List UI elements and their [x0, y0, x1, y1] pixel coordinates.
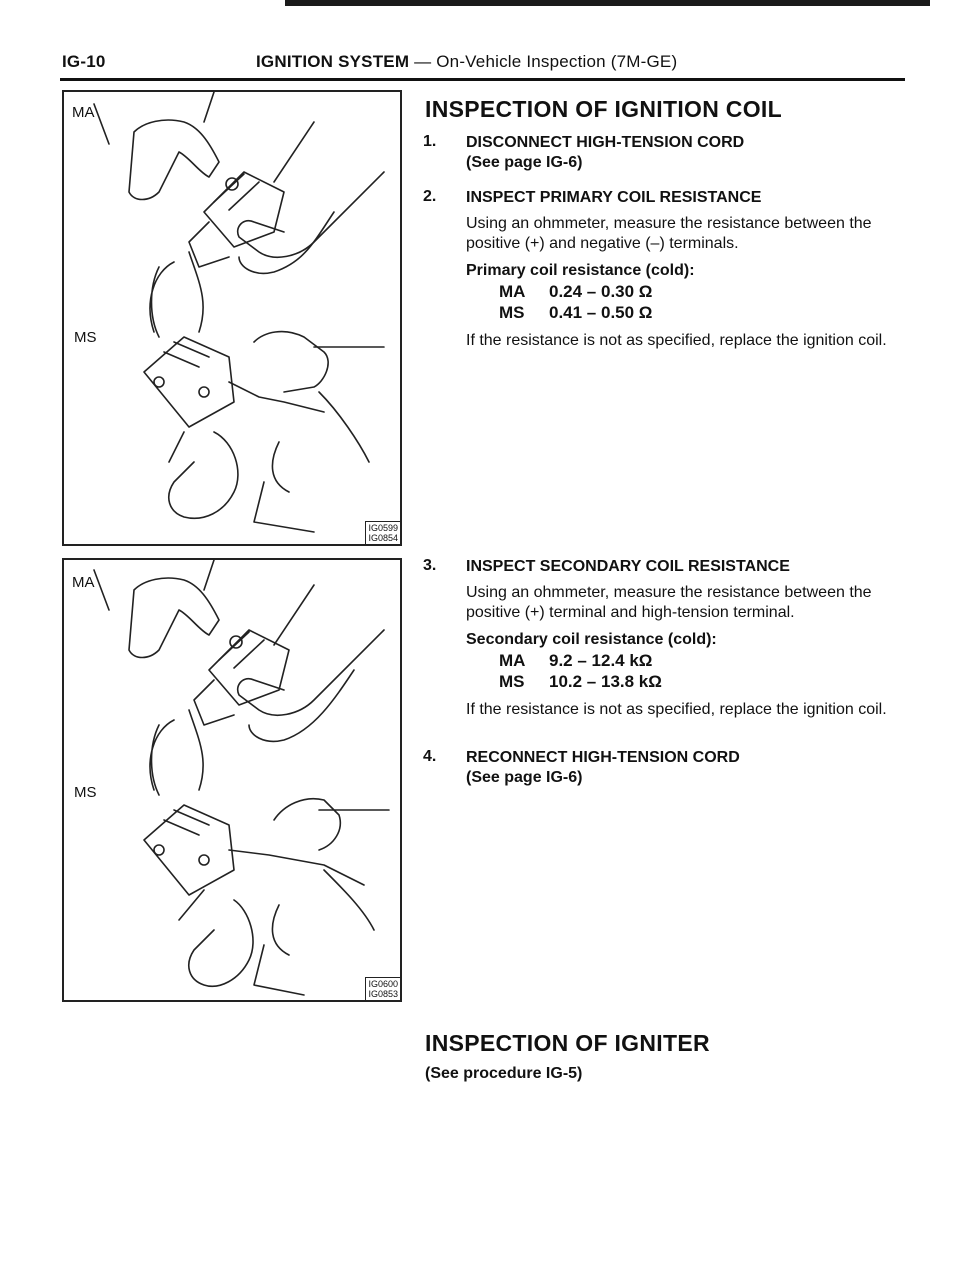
step-reference: (See page IG-6) — [466, 154, 583, 171]
heading-inspection-coil: INSPECTION OF IGNITION COIL — [425, 96, 782, 122]
spec-row-ma — [466, 650, 911, 671]
step-reference: (See page IG-6) — [466, 769, 583, 786]
step-title: INSPECT SECONDARY COIL RESISTANCE — [466, 558, 790, 575]
figure-primary-coil — [62, 90, 402, 546]
top-scan-bar — [285, 0, 930, 6]
section-title: IGNITION SYSTEM — [256, 52, 410, 71]
figure-secondary-coil — [62, 558, 402, 1002]
step-title: INSPECT PRIMARY COIL RESISTANCE — [466, 189, 762, 206]
figure-code-2: IG0854 — [368, 533, 398, 543]
header-rule — [60, 78, 905, 81]
spec-value: 0.41 – 0.50 Ω — [549, 303, 653, 322]
step-title: DISCONNECT HIGH-TENSION CORD — [466, 134, 745, 151]
figure-code-1: IG0599 — [368, 523, 398, 533]
spec-title: Secondary coil resistance (cold): — [466, 631, 717, 648]
spec-value: 0.24 – 0.30 Ω — [549, 282, 653, 301]
step-title: RECONNECT HIGH-TENSION CORD — [466, 749, 740, 766]
igniter-reference: (See procedure IG-5) — [425, 1065, 583, 1082]
figure-label-ms: MS — [74, 329, 97, 346]
heading-inspection-igniter: INSPECTION OF IGNITER — [425, 1030, 710, 1056]
step-number: 4. — [423, 748, 437, 765]
spec-key: MS — [499, 672, 525, 691]
spec-value: 9.2 – 12.4 kΩ — [549, 651, 653, 670]
step-body — [466, 133, 911, 173]
section-subtitle: — On-Vehicle Inspection (7M-GE) — [414, 52, 678, 71]
step-number: 1. — [423, 133, 437, 150]
figure-code — [365, 521, 400, 544]
spec-key: MA — [499, 282, 526, 301]
spec-key: MS — [499, 303, 525, 322]
step-number: 2. — [423, 188, 437, 205]
spec-row-ms — [466, 671, 911, 692]
figure-label-ms: MS — [74, 784, 97, 801]
spec-key: MA — [499, 651, 526, 670]
step-body — [466, 557, 911, 726]
figure-label-ma: MA — [72, 104, 95, 121]
step-body — [466, 188, 911, 357]
figure-code-1: IG0600 — [368, 979, 398, 989]
figure-code — [365, 977, 400, 1000]
page-header — [62, 52, 677, 72]
spec-row-ms — [466, 302, 911, 323]
step-instruction: Using an ohmmeter, measure the resistance between the positive (+) terminal and high-tension terminal. — [466, 584, 872, 621]
figure-label-ma: MA — [72, 574, 95, 591]
spec-title: Primary coil resistance (cold): — [466, 262, 695, 279]
coil-illustration — [64, 560, 400, 1000]
step-note: If the resistance is not as specified, replace the ignition coil. — [466, 332, 887, 349]
step-body — [466, 748, 911, 788]
step-number: 3. — [423, 557, 437, 574]
step-note: If the resistance is not as specified, replace the ignition coil. — [466, 701, 887, 718]
coil-illustration — [64, 92, 400, 544]
spec-row-ma — [466, 281, 911, 302]
page-code: IG-10 — [62, 52, 106, 71]
spec-value: 10.2 – 13.8 kΩ — [549, 672, 662, 691]
figure-code-2: IG0853 — [368, 989, 398, 999]
step-instruction: Using an ohmmeter, measure the resistance between the positive (+) and negative (–) terminals. — [466, 215, 872, 252]
